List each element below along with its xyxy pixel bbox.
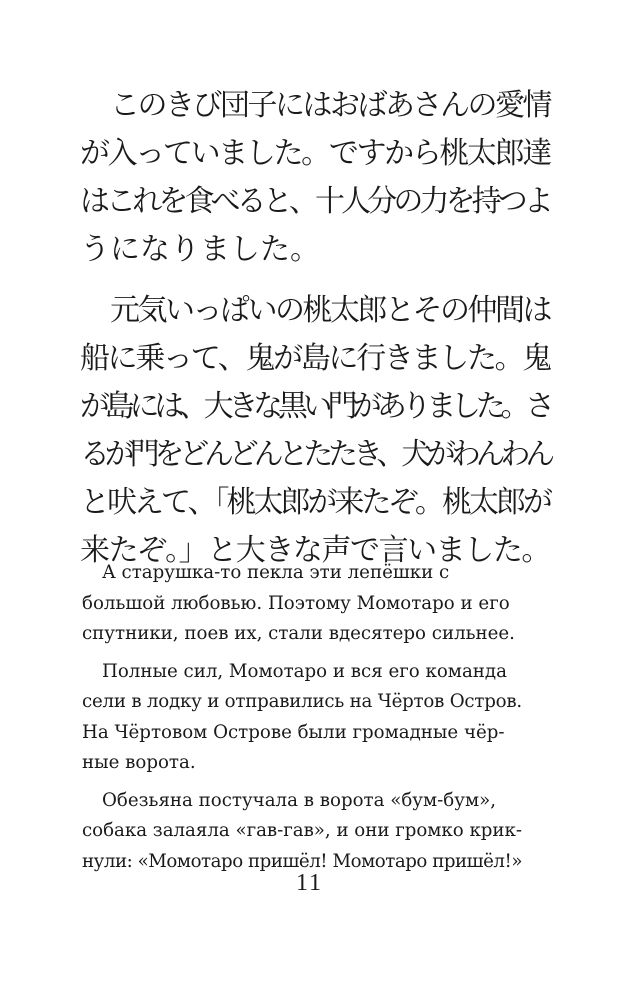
- japanese-line: が入っていました。ですから桃太郎達: [80, 136, 550, 171]
- japanese-line: が島には、大きな黒い門がありました。さ: [80, 389, 550, 424]
- page-number: 11: [295, 870, 324, 896]
- russian-line: А старушка-то пекла эти лепёшки с: [102, 562, 450, 583]
- japanese-line: うになりました。: [80, 232, 320, 267]
- japanese-line: 元気いっぱいの桃太郎とその仲間は: [110, 293, 550, 328]
- russian-line: ные ворота.: [82, 752, 196, 773]
- russian-paragraph-3: [82, 786, 522, 878]
- russian-line: собака залаяла «гав-гав», и они громко крик-: [82, 820, 522, 841]
- japanese-text-block: [80, 82, 550, 588]
- russian-line: спутники, поев их, стали вдесятеро сильнее.: [82, 623, 515, 644]
- japanese-paragraph-1: [80, 82, 550, 274]
- japanese-line: るが門をどんどんとたたき、犬がわんわん: [80, 437, 550, 472]
- russian-text-block: [82, 558, 522, 884]
- russian-line: Обезьяна постучала в ворота «бум-бум»,: [102, 789, 496, 811]
- japanese-line: 来たぞ。」と大きな声で言いました。: [80, 533, 550, 568]
- japanese-line: と吠えて、「桃太郎が来たぞ。桃太郎が: [80, 485, 550, 520]
- russian-line: нули: «Момотаро пришёл! Момотаро пришёл!»: [82, 850, 522, 872]
- japanese-line: このきび団子にはおばあさんの愛情: [110, 88, 550, 123]
- japanese-line: 船に乗って、鬼が島に行きました。鬼: [80, 341, 550, 376]
- russian-line: На Чёртовом Острове были громадные чёр-: [82, 721, 505, 743]
- japanese-line: はこれを食べると、十人分の力を持つよ: [80, 184, 550, 219]
- japanese-paragraph-2: [80, 287, 550, 575]
- russian-line: Полные сил, Момотаро и вся его команда: [102, 660, 507, 682]
- russian-paragraph-1: [82, 558, 522, 650]
- russian-line: сели в лодку и отправились на Чёртов Остров.: [82, 691, 522, 712]
- russian-line: большой любовью. Поэтому Момотаро и его: [82, 592, 510, 614]
- russian-paragraph-2: [82, 657, 522, 779]
